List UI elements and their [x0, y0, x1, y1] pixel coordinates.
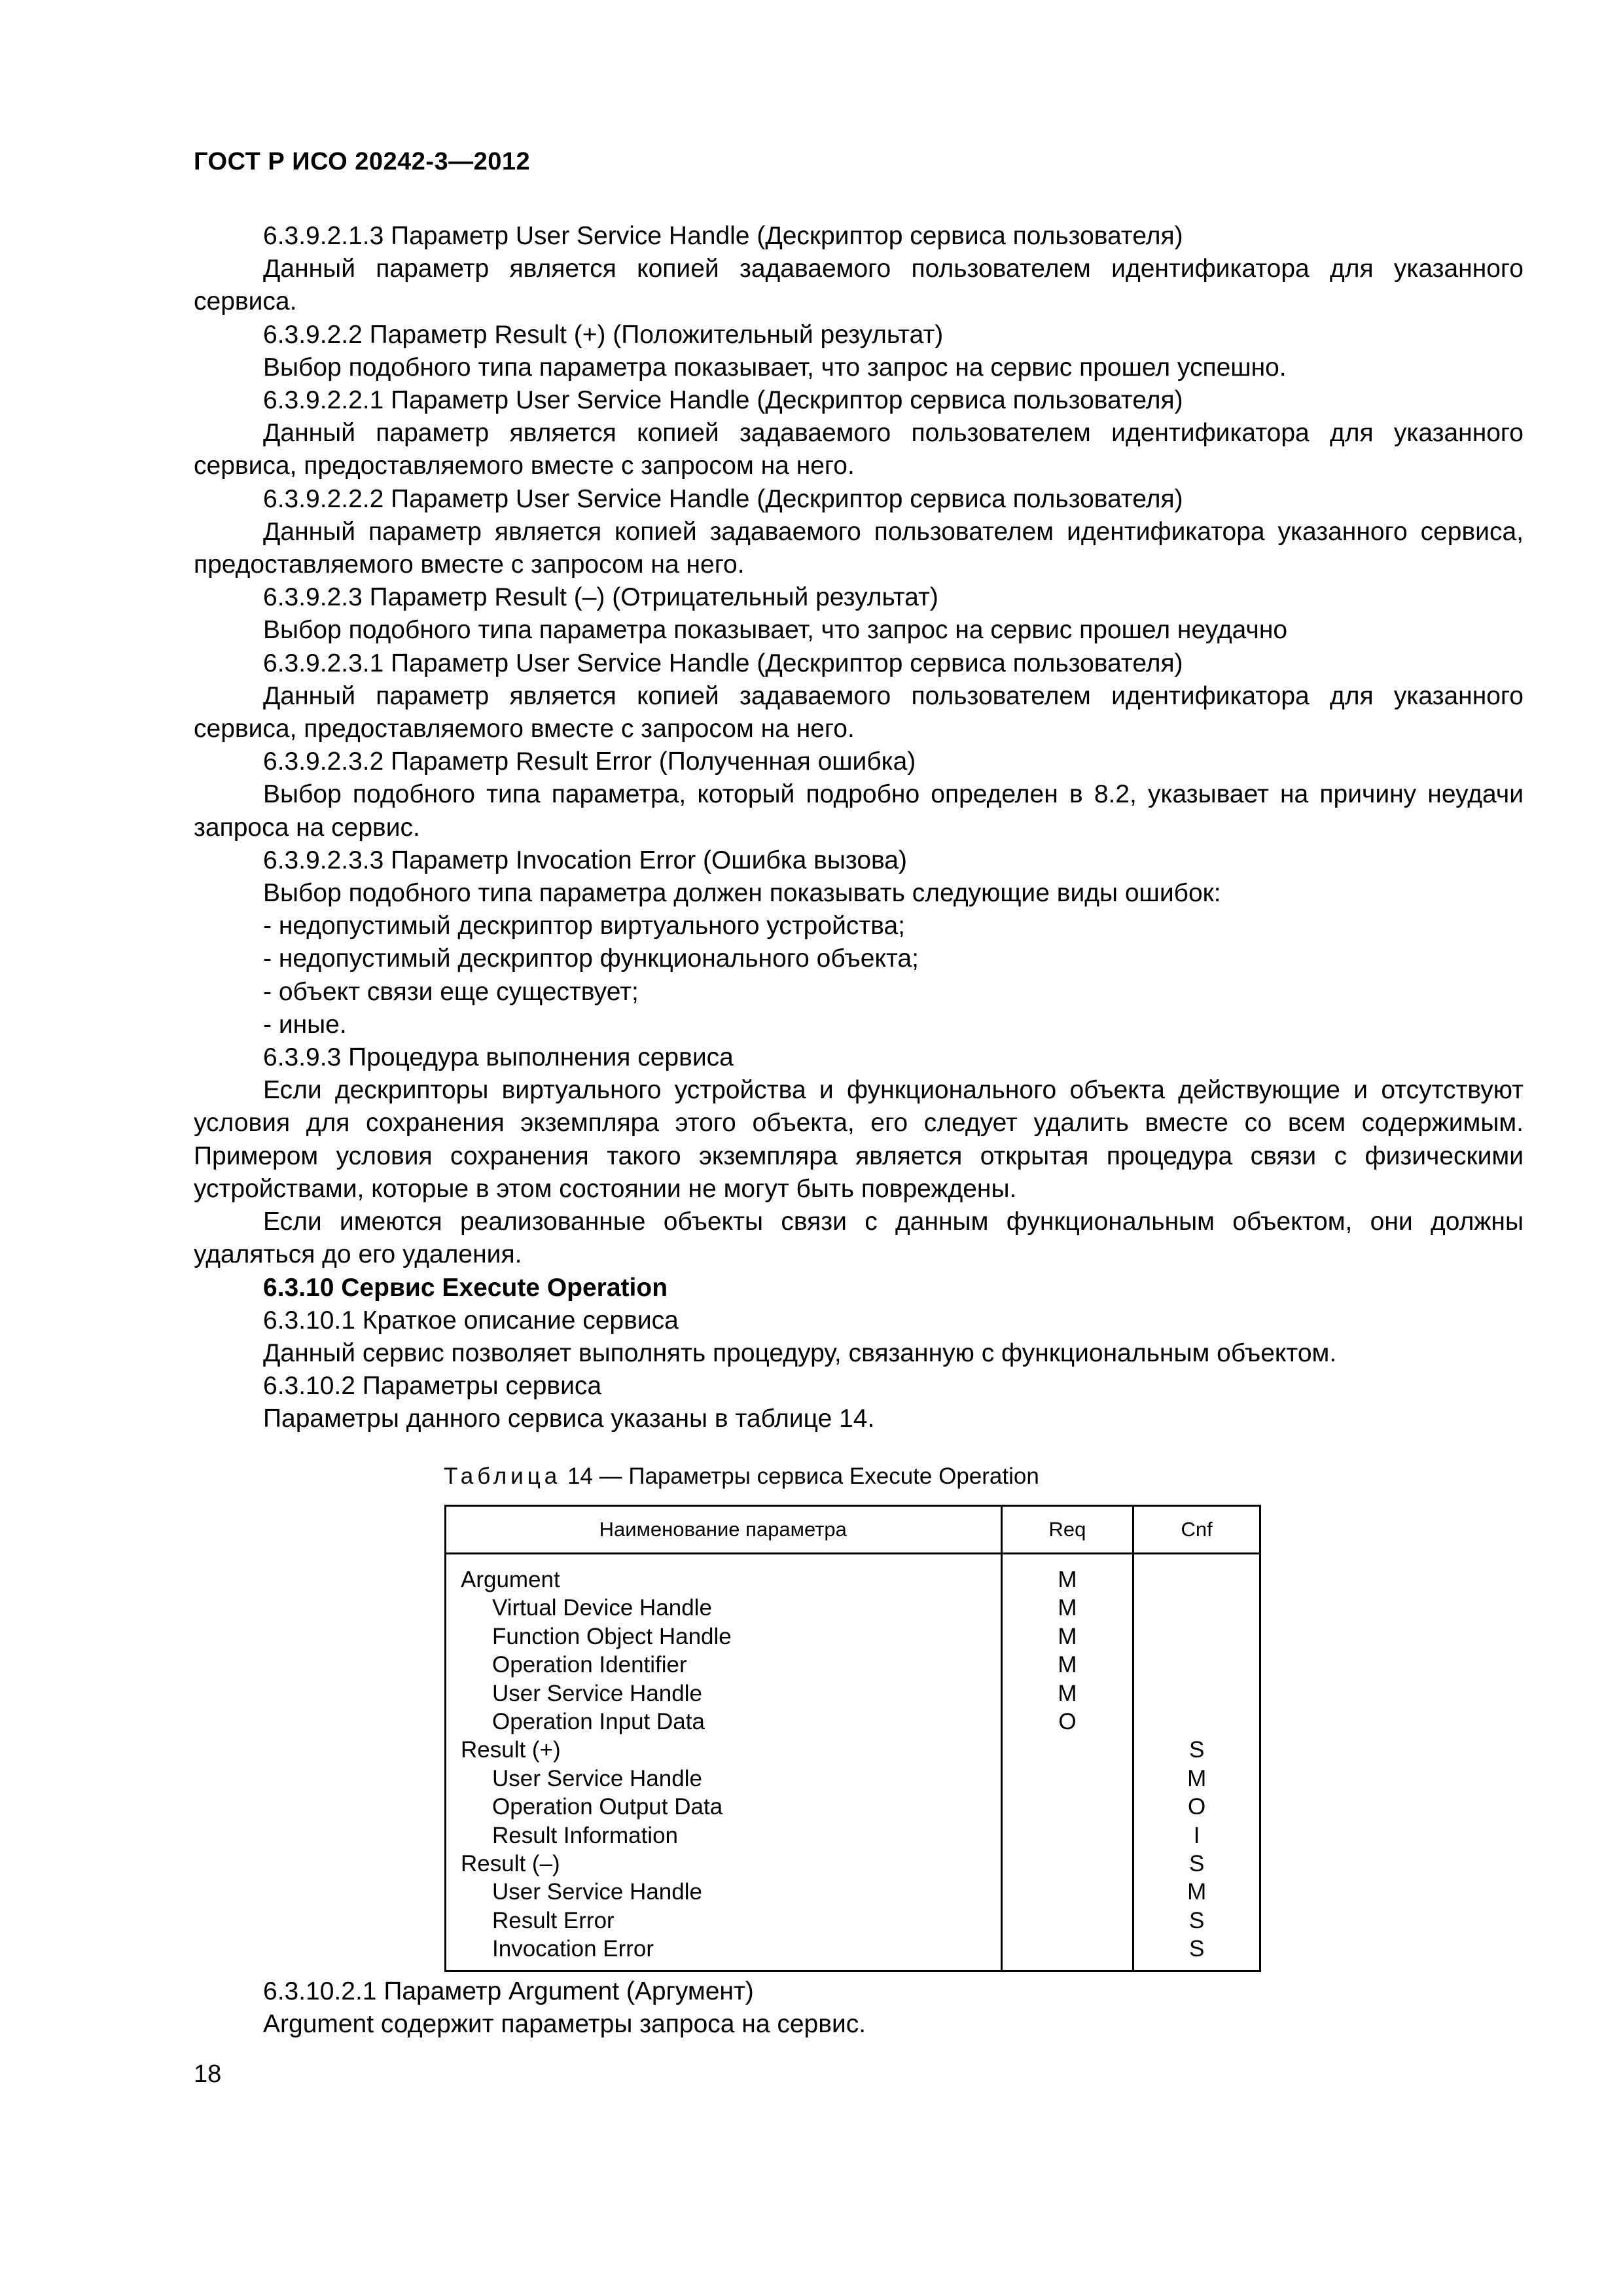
table-body [446, 1554, 1260, 1971]
req-cell [1001, 1935, 1133, 1971]
paragraph: 6.3.9.2.3.3 Параметр Invocation Error (Ошибка вызова) [263, 846, 907, 874]
list-item: - недопустимый дескриптор функционального объекта; [263, 944, 919, 973]
parameter-name-cell: Argument [446, 1558, 1002, 1594]
table-row [446, 1708, 1260, 1736]
parameters-table [444, 1505, 1261, 1972]
parameter-name-cell: User Service Handle [446, 1679, 1002, 1708]
paragraph: 6.3.9.2.2 Параметр Result (+) (Положительный результат) [263, 320, 944, 349]
req-cell [1001, 1821, 1133, 1850]
paragraph: Данный параметр является копией задаваемого пользователем идентификатора для указанного сервиса, предоставляемого вместе с запросом на него. [194, 419, 1524, 480]
cnf-cell: S [1133, 1907, 1260, 1935]
paragraph: 6.3.9.2.2.2 Параметр User Service Handle (Дескриптор сервиса пользователя) [263, 484, 1183, 513]
parameter-name-cell: Virtual Device Handle [446, 1594, 1002, 1622]
req-cell: M [1001, 1623, 1133, 1651]
parameter-name-cell: Invocation Error [446, 1935, 1002, 1971]
req-cell: M [1001, 1651, 1133, 1679]
column-header-name: Наименование параметра [446, 1506, 1002, 1554]
table-row [446, 1821, 1260, 1850]
paragraph: 6.3.9.2.3.1 Параметр User Service Handle (Дескриптор сервиса пользователя) [263, 649, 1183, 677]
paragraph: 6.3.9.2.3.2 Параметр Result Error (Полученная ошибка) [263, 747, 916, 776]
req-cell: O [1001, 1708, 1133, 1736]
req-cell: M [1001, 1594, 1133, 1622]
parameter-name-cell: Result (+) [446, 1736, 1002, 1764]
parameter-name-cell: Operation Output Data [446, 1793, 1002, 1821]
parameter-name-cell: Function Object Handle [446, 1623, 1002, 1651]
parameter-name-cell: Operation Identifier [446, 1651, 1002, 1679]
req-cell [1001, 1793, 1133, 1821]
paragraph: Выбор подобного типа параметра показывает, что запрос на сервис прошел неудачно [263, 616, 1288, 645]
req-cell: M [1001, 1558, 1133, 1594]
list-item: - объект связи еще существует; [263, 977, 639, 1006]
parameter-name-cell: Result Information [446, 1821, 1002, 1850]
cnf-cell: I [1133, 1821, 1260, 1850]
section-heading: 6.3.10.2 Параметры сервиса [263, 1372, 602, 1401]
cnf-cell: S [1133, 1850, 1260, 1878]
cnf-cell [1133, 1558, 1260, 1594]
cnf-cell [1133, 1679, 1260, 1708]
parameter-name-cell: Operation Input Data [446, 1708, 1002, 1736]
page-number: 18 [194, 2060, 222, 2088]
table-row [446, 1651, 1260, 1679]
cnf-cell [1133, 1594, 1260, 1622]
paragraph: Если имеются реализованные объекты связи с данным функциональным объектом, они должны удаляться до его удаления. [194, 1208, 1524, 1269]
paragraph: Данный параметр является копией задаваемого пользователем идентификатора указанного сервиса, предоставляемого вместе с запросом на него. [194, 517, 1524, 579]
paragraph: Данный параметр является копией задаваемого пользователем идентификатора для указанного сервиса, предоставляемого вместе с запросом на него. [194, 681, 1524, 744]
paragraph: Argument содержит параметры запроса на сервис. [263, 2010, 866, 2039]
table-header-row [446, 1506, 1260, 1554]
req-cell [1001, 1765, 1133, 1793]
paragraph: Данный параметр является копией задаваемого пользователем идентификатора для указанного сервиса. [194, 255, 1524, 316]
table-row [446, 1679, 1260, 1708]
table-row [446, 1736, 1260, 1764]
table-row [446, 1793, 1260, 1821]
req-cell [1001, 1850, 1133, 1878]
section-heading: 6.3.10.1 Краткое описание сервиса [263, 1306, 679, 1335]
table-row [446, 1623, 1260, 1651]
table-row [446, 1594, 1260, 1622]
cnf-cell: M [1133, 1765, 1260, 1793]
after-table-text [194, 1975, 1524, 2041]
document-header: ГОСТ Р ИСО 20242-3—2012 [194, 148, 531, 175]
paragraph: Выбор подобного типа параметра показывает, что запрос на сервис прошел успешно. [263, 353, 1287, 382]
cnf-cell: M [1133, 1878, 1260, 1906]
paragraph: 6.3.9.2.3 Параметр Result (–) (Отрицательный результат) [263, 583, 938, 612]
req-cell: M [1001, 1679, 1133, 1708]
cnf-cell [1133, 1708, 1260, 1736]
cnf-cell: O [1133, 1793, 1260, 1821]
table-caption-label: Таблица [444, 1463, 562, 1489]
paragraph: Данный сервис позволяет выполнять процедуру, связанную с функциональным объектом. [263, 1338, 1337, 1367]
section-heading: 6.3.10.2.1 Параметр Argument (Аргумент) [263, 1977, 754, 2005]
parameter-name-cell: User Service Handle [446, 1765, 1002, 1793]
parameter-name-cell: Result (–) [446, 1850, 1002, 1878]
body-text [194, 220, 1524, 1436]
table-caption [444, 1463, 1039, 1490]
req-cell [1001, 1878, 1133, 1906]
table-row [446, 1558, 1260, 1594]
list-item: - иные. [263, 1010, 347, 1039]
table-row [446, 1850, 1260, 1878]
cnf-cell: S [1133, 1736, 1260, 1764]
table-row [446, 1907, 1260, 1935]
section-heading: 6.3.10 Сервис Execute Operation [263, 1273, 668, 1302]
req-cell [1001, 1736, 1133, 1764]
list-item: - недопустимый дескриптор виртуального устройства; [263, 912, 906, 941]
cnf-cell [1133, 1623, 1260, 1651]
paragraph: Параметры данного сервиса указаны в таблице 14. [263, 1405, 875, 1433]
table-caption-text: 14 — Параметры сервиса Execute Operation [567, 1463, 1039, 1489]
paragraph: 6.3.9.2.2.1 Параметр User Service Handle (Дескриптор сервиса пользователя) [263, 386, 1183, 415]
paragraph: Выбор подобного типа параметра, который подробно определен в 8.2, указывает на причину неудачи запроса на сервис. [194, 780, 1524, 842]
section-heading: 6.3.9.3 Процедура выполнения сервиса [263, 1043, 734, 1072]
parameter-name-cell: Result Error [446, 1907, 1002, 1935]
paragraph: Выбор подобного типа параметра должен показывать следующие виды ошибок: [263, 879, 1221, 908]
column-header-req: Req [1001, 1506, 1133, 1554]
column-header-cnf: Cnf [1133, 1506, 1260, 1554]
paragraph: 6.3.9.2.1.3 Параметр User Service Handle (Дескриптор сервиса пользователя) [263, 222, 1183, 250]
table-row [446, 1765, 1260, 1793]
paragraph: Если дескрипторы виртуального устройства и функционального объекта действующие и отсутствуют условия для сохранения экземпляра этого объекта, его следует удалить вместе со всем содержимым. Примером условия сохранения такого экземпляра является открытая процедура связи с физическими устройствами, которые в этом состоянии не могут быть повреждены. [194, 1076, 1524, 1203]
parameter-name-cell: User Service Handle [446, 1878, 1002, 1906]
table-row [446, 1935, 1260, 1971]
table-row [446, 1878, 1260, 1906]
req-cell [1001, 1907, 1133, 1935]
cnf-cell: S [1133, 1935, 1260, 1971]
cnf-cell [1133, 1651, 1260, 1679]
